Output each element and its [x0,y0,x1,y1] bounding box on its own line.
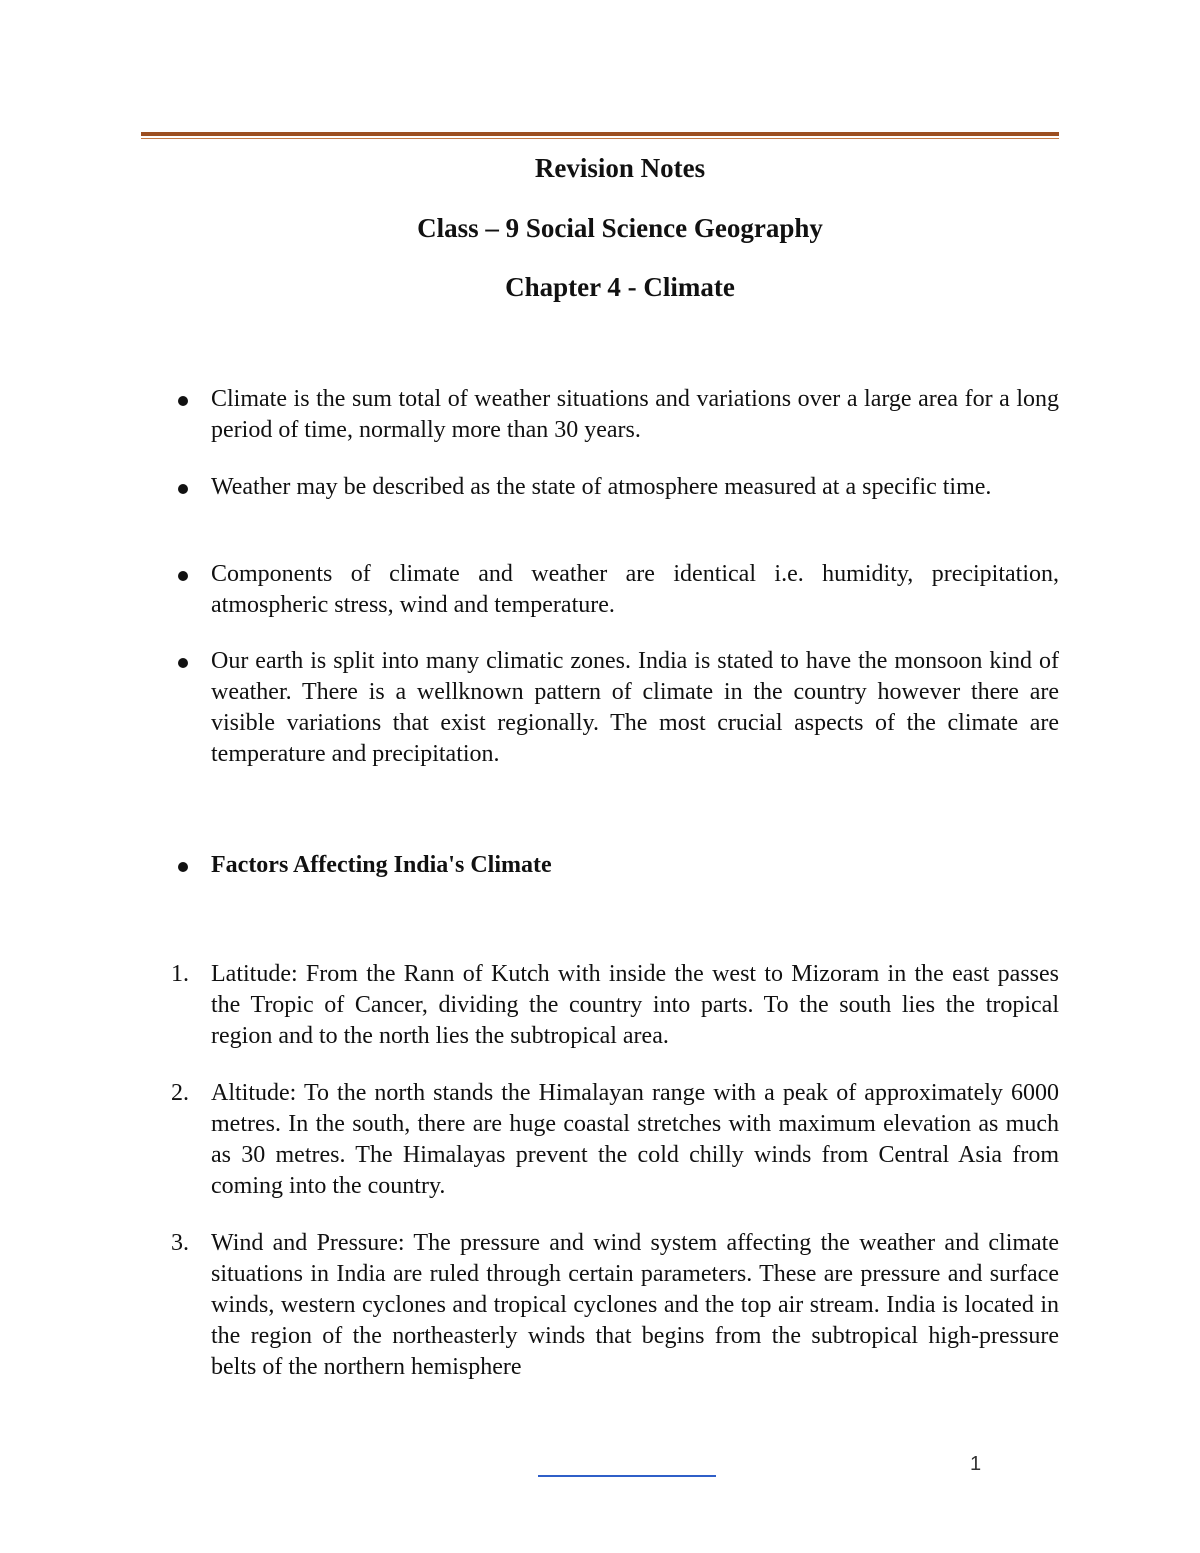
bullet-item [211,384,1059,446]
bullet-item [211,472,1059,503]
item-number: 1. [171,961,189,987]
bullet-dot-icon [178,396,188,406]
numbered-item [171,1228,1059,1383]
item-text: Latitude: From the Rann of Kutch with inside the west to Mizoram in the east passes the Tropic of Cancer, dividing the country into parts. To the south lies the tropical region and to the north lies the subtropical area. [211,961,1059,1049]
bullet-text: Weather may be described as the state of atmosphere measured at a specific time. [211,474,992,500]
page-number: 1 [970,1453,982,1475]
item-number: 3. [171,1230,189,1256]
numbered-item [171,959,1059,1052]
header-rule [141,132,1059,139]
bullet-dot-icon [178,862,188,872]
section-heading: Factors Affecting India's Climate [211,852,552,878]
chapter-title: Chapter 4 - Climate [505,272,735,302]
header-rule-thick [141,132,1059,136]
bullet-dot-icon [178,484,188,494]
header-rule-thin [141,138,1059,139]
document-title: Revision Notes [534,153,706,183]
bullet-dot-icon [178,571,188,581]
bullet-item [211,646,1059,770]
item-text: Altitude: To the north stands the Himalayan range with a peak of approximately 6000 metres. In the south, there are huge coastal stretches with maximum elevation as much as 30 metres. The Himalayas prevent the cold chilly winds from Central Asia from coming into the country. [211,1080,1059,1199]
section-heading-item [211,850,1059,881]
numbered-item [171,1078,1059,1202]
bullet-item [211,559,1059,621]
footer-link[interactable] [538,1475,716,1477]
item-number: 2. [171,1080,189,1106]
bullet-text: Components of climate and weather are identical i.e. humidity, precipitation, atmospheric stress, wind and temperature. [211,561,1059,618]
bullet-text: Our earth is split into many climatic zones. India is stated to have the monsoon kind of weather. There is a wellknown pattern of climate in the country however there are visible variations that exist regionally. The most crucial aspects of the climate are temperature and precipitation. [211,648,1059,767]
item-text: Wind and Pressure: The pressure and wind system affecting the weather and climate situations in India are ruled through certain parameters. These are pressure and surface winds, western cyclones and tropical cyclones and the top air stream. India is located in the region of the northeasterly winds that begins from the subtropical high-pressure belts of the northern hemisphere [211,1230,1059,1380]
document-subtitle: Class – 9 Social Science Geography [417,213,823,243]
bullet-text: Climate is the sum total of weather situations and variations over a large area for a long period of time, normally more than 30 years. [211,386,1059,443]
bullet-dot-icon [178,658,188,668]
